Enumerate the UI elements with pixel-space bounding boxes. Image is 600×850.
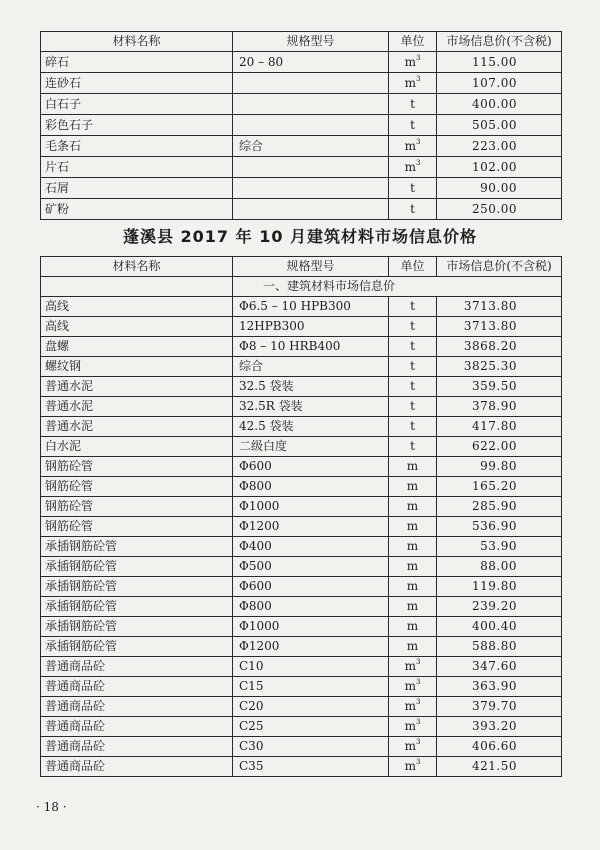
table-row bbox=[41, 677, 562, 697]
price-cell: 421.50 bbox=[437, 757, 562, 777]
unit-cell bbox=[389, 357, 437, 377]
table-body bbox=[41, 52, 562, 220]
unit-cell bbox=[389, 297, 437, 317]
price-cell: 359.50 bbox=[437, 377, 562, 397]
material-name-cell: 普通商品砼 bbox=[41, 677, 233, 697]
table-row bbox=[41, 317, 562, 337]
unit-superscript: 3 bbox=[415, 738, 421, 746]
unit-text: m bbox=[404, 55, 416, 69]
unit-text: m bbox=[404, 659, 416, 673]
material-name-cell: 钢筋砼管 bbox=[41, 457, 233, 477]
material-name-cell: 石屑 bbox=[41, 178, 233, 199]
material-name-cell: 钢筋砼管 bbox=[41, 517, 233, 537]
unit-text: t bbox=[410, 181, 415, 195]
material-name-cell: 碎石 bbox=[41, 52, 233, 73]
price-cell: 250.00 bbox=[437, 199, 562, 220]
table-row bbox=[41, 577, 562, 597]
unit-text: m bbox=[406, 459, 419, 473]
material-name-cell: 承插钢筋砼管 bbox=[41, 537, 233, 557]
material-name-cell: 盘螺 bbox=[41, 337, 233, 357]
price-cell: 3713.80 bbox=[437, 317, 562, 337]
unit-text: t bbox=[410, 118, 415, 132]
unit-cell bbox=[389, 337, 437, 357]
unit-text: m bbox=[406, 639, 419, 653]
price-cell: 417.80 bbox=[437, 417, 562, 437]
unit-text: t bbox=[410, 339, 415, 353]
header-market-price: 市场信息价(不含税) bbox=[437, 32, 562, 52]
table-row bbox=[41, 597, 562, 617]
unit-cell bbox=[389, 417, 437, 437]
unit-cell bbox=[389, 73, 437, 94]
unit-superscript: 3 bbox=[415, 758, 421, 766]
spec-model-cell bbox=[233, 115, 389, 136]
material-name-cell: 承插钢筋砼管 bbox=[41, 637, 233, 657]
table-row bbox=[41, 199, 562, 220]
material-name-cell: 普通水泥 bbox=[41, 397, 233, 417]
material-name-cell: 普通水泥 bbox=[41, 417, 233, 437]
price-cell: 363.90 bbox=[437, 677, 562, 697]
spec-model-cell: Φ8 – 10 HRB400 bbox=[233, 337, 389, 357]
unit-superscript: 3 bbox=[415, 138, 421, 146]
material-name-cell: 承插钢筋砼管 bbox=[41, 577, 233, 597]
spec-model-cell bbox=[233, 178, 389, 199]
unit-cell bbox=[389, 178, 437, 199]
spec-model-cell bbox=[233, 73, 389, 94]
price-cell: 406.60 bbox=[437, 737, 562, 757]
material-name-cell: 普通水泥 bbox=[41, 377, 233, 397]
unit-text: t bbox=[410, 359, 415, 373]
price-cell: 285.90 bbox=[437, 497, 562, 517]
spec-model-cell: 12HPB300 bbox=[233, 317, 389, 337]
price-cell: 239.20 bbox=[437, 597, 562, 617]
unit-superscript: 3 bbox=[415, 75, 421, 83]
unit-text: t bbox=[410, 299, 415, 313]
header-unit: 单位 bbox=[389, 257, 437, 277]
table-row bbox=[41, 617, 562, 637]
unit-text: m bbox=[406, 579, 419, 593]
price-cell: 3825.30 bbox=[437, 357, 562, 377]
unit-text: t bbox=[410, 399, 415, 413]
table-header-row bbox=[41, 257, 562, 277]
material-name-cell: 承插钢筋砼管 bbox=[41, 617, 233, 637]
price-cell: 378.90 bbox=[437, 397, 562, 417]
spec-model-cell: C35 bbox=[233, 757, 389, 777]
spec-model-cell: Φ800 bbox=[233, 597, 389, 617]
unit-cell bbox=[389, 597, 437, 617]
price-cell: 379.70 bbox=[437, 697, 562, 717]
table-row bbox=[41, 115, 562, 136]
unit-cell bbox=[389, 115, 437, 136]
price-cell: 3713.80 bbox=[437, 297, 562, 317]
table-row bbox=[41, 157, 562, 178]
material-name-cell: 普通商品砼 bbox=[41, 657, 233, 677]
material-name-cell: 连砂石 bbox=[41, 73, 233, 94]
unit-text: m bbox=[404, 160, 416, 174]
spec-model-cell: C25 bbox=[233, 717, 389, 737]
price-cell: 400.00 bbox=[437, 94, 562, 115]
spec-model-cell: Φ1200 bbox=[233, 517, 389, 537]
unit-text: m bbox=[404, 719, 416, 733]
spec-model-cell: 32.5 袋装 bbox=[233, 377, 389, 397]
spec-model-cell: Φ1000 bbox=[233, 617, 389, 637]
unit-text: m bbox=[404, 759, 416, 773]
header-spec-model: 规格型号 bbox=[233, 257, 389, 277]
spec-model-cell: Φ6.5 – 10 HPB300 bbox=[233, 297, 389, 317]
table-row bbox=[41, 437, 562, 457]
spec-model-cell: 32.5R 袋装 bbox=[233, 397, 389, 417]
spec-model-cell: 42.5 袋装 bbox=[233, 417, 389, 437]
table-row bbox=[41, 537, 562, 557]
material-name-cell: 普通商品砼 bbox=[41, 757, 233, 777]
material-name-cell: 普通商品砼 bbox=[41, 737, 233, 757]
header-material-name: 材料名称 bbox=[41, 257, 233, 277]
material-name-cell: 白石子 bbox=[41, 94, 233, 115]
table-row bbox=[41, 417, 562, 437]
unit-text: m bbox=[404, 76, 416, 90]
spec-model-cell bbox=[233, 199, 389, 220]
unit-text: m bbox=[404, 739, 416, 753]
table-row bbox=[41, 397, 562, 417]
unit-cell bbox=[389, 677, 437, 697]
price-cell: 115.00 bbox=[437, 52, 562, 73]
table-row bbox=[41, 477, 562, 497]
price-cell: 400.40 bbox=[437, 617, 562, 637]
unit-cell bbox=[389, 617, 437, 637]
price-cell: 3868.20 bbox=[437, 337, 562, 357]
unit-text: m bbox=[406, 559, 419, 573]
unit-cell bbox=[389, 136, 437, 157]
header-unit: 单位 bbox=[389, 32, 437, 52]
spec-model-cell: 综合 bbox=[233, 136, 389, 157]
price-cell: 99.80 bbox=[437, 457, 562, 477]
unit-superscript: 3 bbox=[415, 658, 421, 666]
unit-cell bbox=[389, 317, 437, 337]
price-cell: 107.00 bbox=[437, 73, 562, 94]
spec-model-cell: C10 bbox=[233, 657, 389, 677]
unit-cell bbox=[389, 437, 437, 457]
table-row bbox=[41, 73, 562, 94]
spec-model-cell: C30 bbox=[233, 737, 389, 757]
table-row bbox=[41, 557, 562, 577]
material-name-cell: 螺纹钢 bbox=[41, 357, 233, 377]
unit-cell bbox=[389, 457, 437, 477]
unit-cell bbox=[389, 52, 437, 73]
price-cell: 53.90 bbox=[437, 537, 562, 557]
unit-superscript: 3 bbox=[415, 698, 421, 706]
unit-cell bbox=[389, 577, 437, 597]
unit-cell bbox=[389, 557, 437, 577]
section-spacer-left bbox=[41, 277, 233, 297]
price-cell: 588.80 bbox=[437, 637, 562, 657]
table-row bbox=[41, 717, 562, 737]
spec-model-cell bbox=[233, 157, 389, 178]
table-row bbox=[41, 737, 562, 757]
table-row bbox=[41, 757, 562, 777]
unit-text: m bbox=[404, 679, 416, 693]
table-row bbox=[41, 517, 562, 537]
unit-superscript: 3 bbox=[415, 718, 421, 726]
price-cell: 102.00 bbox=[437, 157, 562, 178]
material-name-cell: 普通商品砼 bbox=[41, 717, 233, 737]
spec-model-cell: C15 bbox=[233, 677, 389, 697]
unit-text: m bbox=[406, 499, 419, 513]
unit-cell bbox=[389, 737, 437, 757]
table-row bbox=[41, 657, 562, 677]
spec-model-cell: 二级白度 bbox=[233, 437, 389, 457]
material-name-cell: 承插钢筋砼管 bbox=[41, 597, 233, 617]
spec-model-cell: Φ1200 bbox=[233, 637, 389, 657]
unit-cell bbox=[389, 157, 437, 178]
unit-text: m bbox=[404, 139, 416, 153]
unit-cell bbox=[389, 757, 437, 777]
price-cell: 505.00 bbox=[437, 115, 562, 136]
unit-cell bbox=[389, 377, 437, 397]
price-cell: 347.60 bbox=[437, 657, 562, 677]
spec-model-cell: C20 bbox=[233, 697, 389, 717]
table-row bbox=[41, 178, 562, 199]
unit-cell bbox=[389, 517, 437, 537]
unit-text: m bbox=[404, 699, 416, 713]
unit-text: t bbox=[410, 97, 415, 111]
section-title: 一、建筑材料市场信息价 bbox=[233, 277, 562, 297]
material-name-cell: 矿粉 bbox=[41, 199, 233, 220]
unit-text: t bbox=[410, 419, 415, 433]
price-cell: 536.90 bbox=[437, 517, 562, 537]
material-name-cell: 承插钢筋砼管 bbox=[41, 557, 233, 577]
unit-cell bbox=[389, 497, 437, 517]
unit-cell bbox=[389, 199, 437, 220]
unit-text: m bbox=[406, 619, 419, 633]
unit-superscript: 3 bbox=[415, 159, 421, 167]
spec-model-cell: Φ800 bbox=[233, 477, 389, 497]
table-row bbox=[41, 357, 562, 377]
material-name-cell: 彩色石子 bbox=[41, 115, 233, 136]
unit-text: m bbox=[406, 519, 419, 533]
table-row bbox=[41, 457, 562, 477]
unit-cell bbox=[389, 477, 437, 497]
section-row bbox=[41, 277, 562, 297]
unit-text: t bbox=[410, 439, 415, 453]
spec-model-cell bbox=[233, 94, 389, 115]
material-name-cell: 普通商品砼 bbox=[41, 697, 233, 717]
unit-text: t bbox=[410, 202, 415, 216]
table-row bbox=[41, 637, 562, 657]
unit-cell bbox=[389, 397, 437, 417]
header-spec-model: 规格型号 bbox=[233, 32, 389, 52]
price-table-main bbox=[40, 256, 562, 777]
price-cell: 88.00 bbox=[437, 557, 562, 577]
price-cell: 165.20 bbox=[437, 477, 562, 497]
spec-model-cell: Φ600 bbox=[233, 457, 389, 477]
unit-cell bbox=[389, 94, 437, 115]
material-name-cell: 高线 bbox=[41, 297, 233, 317]
table-row bbox=[41, 497, 562, 517]
spec-model-cell: Φ400 bbox=[233, 537, 389, 557]
table-row bbox=[41, 377, 562, 397]
unit-cell bbox=[389, 657, 437, 677]
price-cell: 90.00 bbox=[437, 178, 562, 199]
material-name-cell: 片石 bbox=[41, 157, 233, 178]
table-row bbox=[41, 297, 562, 317]
price-cell: 622.00 bbox=[437, 437, 562, 457]
spec-model-cell: 20 – 80 bbox=[233, 52, 389, 73]
price-cell: 393.20 bbox=[437, 717, 562, 737]
header-market-price: 市场信息价(不含税) bbox=[437, 257, 562, 277]
unit-superscript: 3 bbox=[415, 54, 421, 62]
price-table-continued bbox=[40, 31, 562, 220]
table-body bbox=[41, 297, 562, 777]
unit-cell bbox=[389, 697, 437, 717]
unit-text: m bbox=[406, 479, 419, 493]
unit-superscript: 3 bbox=[415, 678, 421, 686]
spec-model-cell: Φ1000 bbox=[233, 497, 389, 517]
material-name-cell: 白水泥 bbox=[41, 437, 233, 457]
page-number: · 18 · bbox=[36, 800, 67, 814]
table-row bbox=[41, 697, 562, 717]
table-header-row bbox=[41, 32, 562, 52]
price-cell: 223.00 bbox=[437, 136, 562, 157]
header-material-name: 材料名称 bbox=[41, 32, 233, 52]
table-row bbox=[41, 136, 562, 157]
page-title: 蓬溪县 2017 年 10 月建筑材料市场信息价格 bbox=[122, 227, 478, 246]
material-name-cell: 高线 bbox=[41, 317, 233, 337]
material-name-cell: 钢筋砼管 bbox=[41, 477, 233, 497]
unit-text: t bbox=[410, 319, 415, 333]
spec-model-cell: 综合 bbox=[233, 357, 389, 377]
table-row bbox=[41, 94, 562, 115]
table-row bbox=[41, 52, 562, 73]
material-name-cell: 毛条石 bbox=[41, 136, 233, 157]
material-name-cell: 钢筋砼管 bbox=[41, 497, 233, 517]
unit-cell bbox=[389, 537, 437, 557]
price-cell: 119.80 bbox=[437, 577, 562, 597]
unit-text: m bbox=[406, 599, 419, 613]
unit-text: m bbox=[406, 539, 419, 553]
table-row bbox=[41, 337, 562, 357]
unit-cell bbox=[389, 717, 437, 737]
unit-cell bbox=[389, 637, 437, 657]
unit-text: t bbox=[410, 379, 415, 393]
spec-model-cell: Φ600 bbox=[233, 577, 389, 597]
spec-model-cell: Φ500 bbox=[233, 557, 389, 577]
